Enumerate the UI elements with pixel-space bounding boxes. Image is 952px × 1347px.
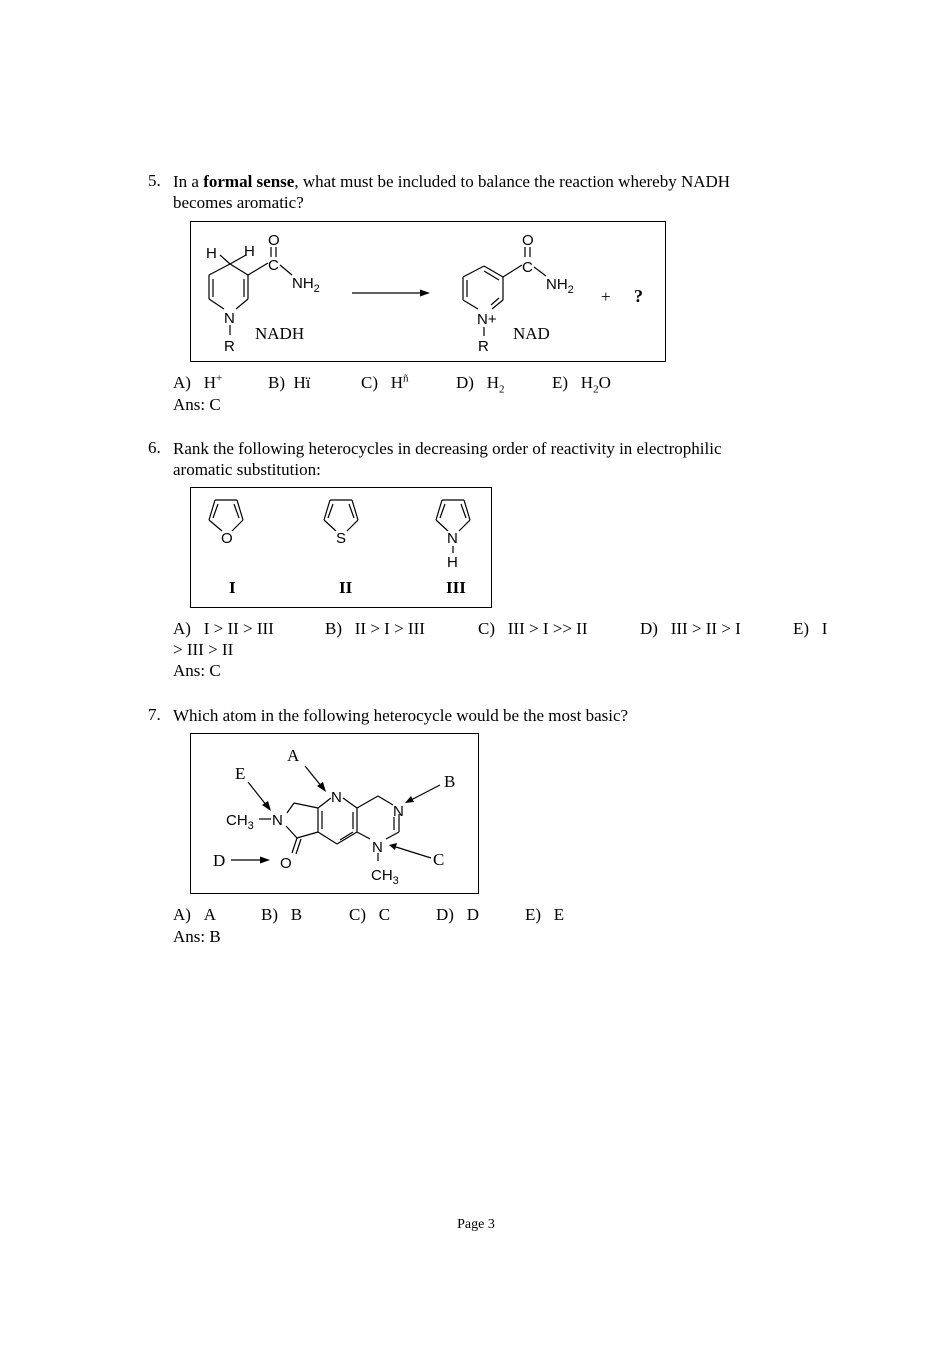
q7-option-c-text: C xyxy=(378,905,391,924)
q6-option-d xyxy=(640,619,741,639)
q5-option-c xyxy=(361,373,409,393)
q6-option-d-text: III > II > I xyxy=(670,619,741,638)
q5-option-b-base: Hï xyxy=(293,373,311,392)
question-6-text-line1: Rank the following heterocycles in decreasing order of reactivity in electrophilic xyxy=(173,439,722,458)
q7-option-e-text: E xyxy=(553,905,565,924)
question-5-text-line1 xyxy=(173,171,730,192)
q6-option-e-continued: > III > II xyxy=(173,640,234,659)
atom-n-c: N xyxy=(372,839,383,856)
pointer-a: A xyxy=(287,746,300,765)
pointer-c: C xyxy=(433,850,445,869)
q7-option-a-text: A xyxy=(203,905,216,924)
atom-o-d: O xyxy=(280,855,292,872)
q5-option-d-base: H xyxy=(486,373,499,392)
q5-option-c-letter: C) xyxy=(361,373,378,392)
label-ii: II xyxy=(339,578,353,597)
nadh-label: NADH xyxy=(255,324,305,343)
page-number: Page 3 xyxy=(457,1217,495,1232)
question-7-scheme xyxy=(190,733,479,894)
question-6-scheme xyxy=(190,487,492,608)
q5-option-a-sup: + xyxy=(215,372,223,385)
q6-option-a-letter: A) xyxy=(173,619,191,638)
atom-r-1: R xyxy=(224,338,235,355)
q7-option-a-letter: A) xyxy=(173,905,191,924)
q7-option-a xyxy=(173,905,216,925)
q7-option-d-letter: D) xyxy=(436,905,454,924)
pointer-e: E xyxy=(235,764,246,783)
atom-nh2-2: $NH_2$ xyxy=(546,276,574,296)
q6-option-b xyxy=(325,619,425,639)
atom-h1: H xyxy=(206,245,217,262)
pointer-b: B xyxy=(444,772,456,791)
q6-option-a-text: I > II > III xyxy=(203,619,274,638)
q5-option-e-sub: 2 xyxy=(593,383,599,396)
atom-h2: H xyxy=(244,243,255,260)
q7-option-c xyxy=(349,905,390,925)
atom-o-2: O xyxy=(522,232,534,249)
question-6-number: 6. xyxy=(148,438,161,457)
question-5-scheme xyxy=(190,221,666,362)
atom-r-2: R xyxy=(478,338,489,355)
question-5-text-line2: becomes aromatic? xyxy=(173,193,304,212)
pointer-d: D xyxy=(213,851,226,870)
question-6-text-line2: aromatic substitution: xyxy=(173,460,321,479)
question-7-text-line1: Which atom in the following heterocycle would be the most basic? xyxy=(173,706,629,725)
q7-option-e xyxy=(525,905,564,925)
label-i: I xyxy=(229,578,236,597)
q5-option-e-base: H xyxy=(580,373,594,392)
q5-option-c-base: H xyxy=(390,373,404,392)
question-7-number: 7. xyxy=(148,705,161,724)
atom-n-1: N xyxy=(224,310,235,327)
ch3-left: $CH_3$ xyxy=(226,812,254,832)
q5-option-e-tail: O xyxy=(598,373,611,392)
q7-option-d xyxy=(436,905,479,925)
q6-option-c-letter: C) xyxy=(478,619,495,638)
q5-option-a-base: H xyxy=(203,373,216,392)
label-iii: III xyxy=(446,578,466,597)
atom-n-a: N xyxy=(331,789,342,806)
atom-c-1: C xyxy=(268,257,279,274)
plus-sign: + xyxy=(601,287,611,306)
atom-n-e: N xyxy=(272,812,283,829)
unknown-mark: ? xyxy=(634,286,643,306)
q5-option-c-sup: ñ xyxy=(403,372,409,385)
q7-option-d-text: D xyxy=(466,905,479,924)
q5-option-d xyxy=(456,373,505,396)
furan-o: O xyxy=(221,530,233,547)
atom-nh2-1: $NH_2$ xyxy=(292,275,320,295)
question-5-rest: , what must be included to balance the reaction whereby NADH xyxy=(294,172,731,191)
pyrrole-h: H xyxy=(447,554,458,571)
q7-option-b-text: B xyxy=(290,905,303,924)
q6-option-b-text: II > I > III xyxy=(354,619,425,638)
q5-option-a-letter: A) xyxy=(173,373,191,392)
nadh-reaction-svg xyxy=(190,221,666,362)
q6-option-d-letter: D) xyxy=(640,619,658,638)
atom-n-b: N xyxy=(393,803,404,820)
q6-option-c-text: III > I >> II xyxy=(507,619,588,638)
ch3-bottom: $CH_3$ xyxy=(371,867,399,887)
q5-answer: Ans: C xyxy=(173,395,221,414)
q7-option-b xyxy=(261,905,302,925)
reaction-arrow-head xyxy=(420,290,430,297)
question-5-prefix: In a xyxy=(173,172,204,191)
heterocycle-basicity-svg xyxy=(190,733,479,894)
q6-option-e-text: I xyxy=(821,619,828,638)
q5-option-e xyxy=(552,373,611,396)
question-5-number: 5. xyxy=(148,171,161,190)
q5-option-e-letter: E) xyxy=(552,373,569,392)
question-5-bold: formal sense xyxy=(203,172,295,191)
q5-option-a xyxy=(173,373,222,393)
atom-c-2: C xyxy=(522,259,533,276)
q7-option-e-letter: E) xyxy=(525,905,542,924)
heterocycles-svg xyxy=(190,487,492,608)
atom-nplus: N+ xyxy=(477,311,497,328)
atom-o-1: O xyxy=(268,232,280,249)
q6-option-c xyxy=(478,619,587,639)
q6-option-e xyxy=(793,619,827,639)
q5-option-d-letter: D) xyxy=(456,373,474,392)
nad-label: NAD xyxy=(513,324,550,343)
pyrrole-n: N xyxy=(447,530,458,547)
q6-option-e-letter: E) xyxy=(793,619,810,638)
q6-option-b-letter: B) xyxy=(325,619,342,638)
thiophene-s: S xyxy=(336,530,347,547)
q5-option-b xyxy=(268,373,311,393)
q7-option-c-letter: C) xyxy=(349,905,366,924)
q6-option-a xyxy=(173,619,274,639)
q5-option-d-sub: 2 xyxy=(498,383,505,396)
q7-answer: Ans: B xyxy=(173,927,221,946)
q6-answer: Ans: C xyxy=(173,661,221,680)
q5-option-b-letter: B) xyxy=(268,373,285,392)
q7-option-b-letter: B) xyxy=(261,905,278,924)
